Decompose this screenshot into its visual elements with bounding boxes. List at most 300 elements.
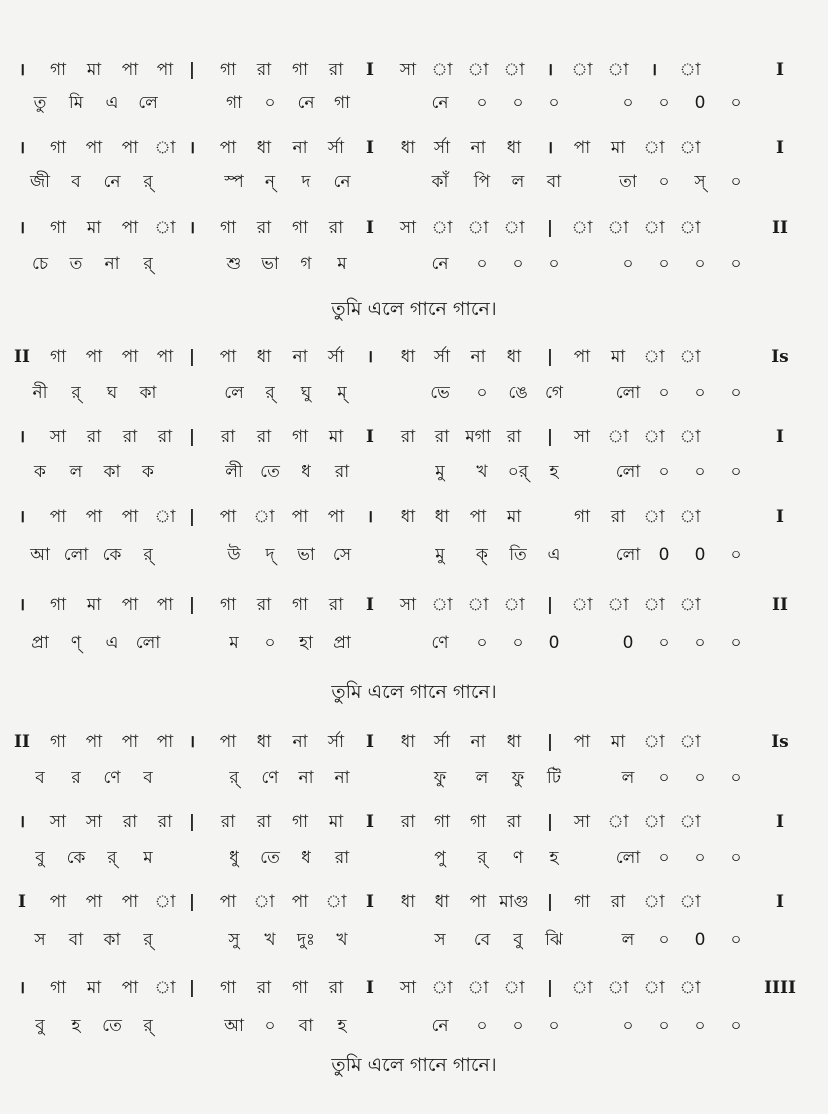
lyric-syllable: ঘু	[300, 383, 312, 403]
bar-line: I	[366, 60, 374, 80]
note: পা	[156, 595, 174, 615]
lyric-syllable: বু	[35, 1016, 45, 1036]
lyric-syllable: বে	[473, 930, 491, 950]
note: া	[607, 60, 629, 80]
lyric-syllable: এ	[547, 545, 561, 565]
notation-line	[0, 502, 828, 532]
note: র্সা	[433, 138, 451, 158]
lyric-syllable: ক	[142, 462, 154, 482]
note: া	[154, 507, 176, 527]
note: া	[643, 427, 665, 447]
note: মা	[86, 60, 102, 80]
lyric-syllable: ০	[730, 545, 742, 565]
lyric-syllable: ০	[622, 254, 634, 274]
bar-line: |	[188, 60, 196, 80]
note: া	[431, 595, 453, 615]
notation-line	[0, 55, 828, 85]
lyric-syllable: হ	[549, 462, 559, 482]
note: া	[643, 218, 665, 238]
lyric-syllable: ০	[264, 633, 276, 653]
note: রা	[328, 978, 344, 998]
note: মা	[610, 347, 626, 367]
note: া	[679, 978, 701, 998]
note: পা	[291, 507, 309, 527]
lyric-line	[0, 249, 828, 279]
lyric-syllable: ০	[730, 848, 742, 868]
note: া	[607, 978, 629, 998]
note: া	[643, 732, 665, 752]
bar-line: ।	[18, 595, 26, 615]
bar-line: |	[188, 892, 196, 912]
note: গা	[573, 507, 591, 527]
bar-line: I	[18, 892, 26, 912]
lyric-syllable: গা	[333, 93, 351, 113]
bar-line: |	[188, 812, 196, 832]
note: পা	[85, 507, 103, 527]
lyric-syllable: ন্	[264, 172, 276, 192]
lyric-syllable: ০	[730, 768, 742, 788]
note: পা	[121, 138, 139, 158]
note: পা	[573, 138, 591, 158]
note: া	[679, 507, 701, 527]
lyric-syllable: এ	[105, 633, 119, 653]
note: া	[571, 595, 593, 615]
bar-line: |	[546, 812, 554, 832]
lyric-syllable: ০	[622, 1016, 634, 1036]
lyric-syllable: 0	[622, 633, 634, 653]
note: ধা	[400, 347, 416, 367]
lyric-syllable: খ	[264, 930, 276, 950]
bar-line: |	[188, 978, 196, 998]
bar-line: Is	[771, 347, 789, 367]
lyric-syllable: কা	[103, 930, 121, 950]
lyric-syllable: ০	[694, 633, 706, 653]
bar-line: I	[366, 732, 374, 752]
lyric-syllable: খ	[476, 462, 488, 482]
bar-line: ।	[18, 60, 26, 80]
lyric-syllable: চে	[31, 254, 49, 274]
notation-line	[0, 342, 828, 372]
bar-line: I	[366, 812, 374, 832]
lyric-syllable: ০	[730, 462, 742, 482]
note: র্সা	[433, 732, 451, 752]
note: মা	[86, 595, 102, 615]
lyric-syllable: ধ	[301, 462, 311, 482]
note: া	[154, 892, 176, 912]
lyric-syllable: র্	[143, 1016, 153, 1036]
lyric-line	[0, 167, 828, 197]
lyric-syllable: ০	[264, 1016, 276, 1036]
lyric-syllable: ল	[621, 768, 635, 788]
lyric-syllable: ০	[730, 633, 742, 653]
lyric-syllable: ০	[476, 633, 488, 653]
lyric-syllable: ০	[658, 930, 670, 950]
lyric-syllable: বা	[298, 1016, 314, 1036]
bar-line: I	[366, 427, 374, 447]
lyric-syllable: ফু	[511, 768, 525, 788]
note: া	[607, 427, 629, 447]
note: ধা	[400, 138, 416, 158]
note: মগা	[465, 427, 491, 447]
note: পা	[49, 892, 67, 912]
lyric-syllable: ভে	[430, 383, 450, 403]
lyric-syllable: ণে	[103, 768, 121, 788]
note: র্সা	[327, 732, 345, 752]
note: রা	[434, 427, 450, 447]
note: পা	[121, 218, 139, 238]
lyric-syllable: তে	[102, 1016, 122, 1036]
lyric-syllable: হ	[549, 848, 559, 868]
lyric-syllable: 0	[548, 633, 560, 653]
lyric-syllable: নে	[431, 1016, 449, 1036]
lyric-syllable: ০	[658, 768, 670, 788]
lyric-syllable: নে	[297, 93, 315, 113]
note: রা	[157, 812, 173, 832]
note: রা	[122, 812, 138, 832]
note: গা	[291, 218, 309, 238]
note: রা	[610, 507, 626, 527]
lyric-syllable: স	[434, 930, 446, 950]
bar-line: I	[366, 218, 374, 238]
lyric-syllable: ০	[730, 383, 742, 403]
note: মা	[328, 427, 344, 447]
note: র্সা	[433, 347, 451, 367]
notation-line	[0, 213, 828, 243]
lyric-syllable: বা	[546, 172, 562, 192]
notation-line	[0, 807, 828, 837]
note: া	[154, 138, 176, 158]
bar-line: |	[188, 595, 196, 615]
lyric-syllable: এ	[105, 93, 119, 113]
note: া	[643, 347, 665, 367]
lyric-syllable: তু	[33, 93, 47, 113]
note: া	[571, 60, 593, 80]
lyric-syllable: ০	[730, 254, 742, 274]
bar-line: ।	[188, 138, 196, 158]
note: মা	[328, 812, 344, 832]
note: া	[503, 60, 525, 80]
lyric-syllable: তে	[260, 848, 280, 868]
lyric-syllable: স্	[694, 172, 706, 192]
note: গা	[469, 812, 487, 832]
lyric-syllable: ০	[694, 383, 706, 403]
note: রা	[256, 60, 272, 80]
lyric-syllable: রা	[334, 848, 350, 868]
bar-line: IIII	[764, 978, 796, 998]
lyric-syllable: তি	[509, 545, 527, 565]
lyric-syllable: প্রা	[31, 633, 49, 653]
note: ধা	[256, 138, 272, 158]
lyric-syllable: ভা	[297, 545, 315, 565]
lyric-syllable: র্	[143, 172, 153, 192]
lyric-syllable: ধ	[301, 848, 311, 868]
lyric-syllable: উ	[227, 545, 241, 565]
note: মাগু	[499, 892, 529, 912]
bar-line: |	[546, 892, 554, 912]
lyric-syllable: র্	[143, 254, 153, 274]
note: ধা	[506, 347, 522, 367]
note: া	[643, 892, 665, 912]
bar-line: I	[366, 595, 374, 615]
note: ধা	[434, 507, 450, 527]
bar-line: |	[546, 732, 554, 752]
lyric-syllable: ০	[622, 93, 634, 113]
lyric-syllable: লো	[615, 383, 641, 403]
note: া	[325, 892, 347, 912]
lyric-syllable: ০	[730, 930, 742, 950]
lyric-syllable: বু	[513, 930, 523, 950]
note: সা	[49, 427, 67, 447]
note: রা	[506, 812, 522, 832]
note: সা	[85, 812, 103, 832]
lyric-syllable: ণে	[431, 633, 449, 653]
lyric-syllable: ০	[730, 93, 742, 113]
lyric-syllable: ০	[548, 93, 560, 113]
lyric-syllable: ০	[548, 254, 560, 274]
note: া	[431, 978, 453, 998]
note: গা	[49, 595, 67, 615]
note: া	[679, 138, 701, 158]
note: ধা	[400, 892, 416, 912]
note: রা	[256, 427, 272, 447]
note: পা	[327, 507, 345, 527]
note: গা	[49, 347, 67, 367]
lyric-syllable: আ	[30, 545, 50, 565]
note: া	[679, 60, 701, 80]
lyric-syllable: ০	[512, 633, 524, 653]
lyric-line	[0, 1011, 828, 1041]
lyric-syllable: বু	[35, 848, 45, 868]
note: পা	[291, 892, 309, 912]
note: রা	[86, 427, 102, 447]
note: রা	[220, 427, 236, 447]
lyric-syllable: লো	[135, 633, 161, 653]
lyric-syllable: ণ্	[70, 633, 82, 653]
lyric-syllable: ণে	[261, 768, 279, 788]
note: পা	[121, 978, 139, 998]
lyric-syllable: ০	[658, 383, 670, 403]
bar-line: I	[776, 812, 784, 832]
lyric-syllable: ০	[476, 93, 488, 113]
note: া	[431, 218, 453, 238]
lyric-syllable: গে	[544, 383, 564, 403]
note: া	[154, 218, 176, 238]
lyric-syllable: ক্	[476, 545, 488, 565]
bar-line: II	[14, 732, 30, 752]
note: পা	[156, 60, 174, 80]
notation-line	[0, 590, 828, 620]
note: রা	[400, 812, 416, 832]
bar-line: I	[776, 507, 784, 527]
lyric-syllable: আ	[224, 1016, 244, 1036]
note: পা	[85, 138, 103, 158]
lyric-syllable: পু	[434, 848, 446, 868]
lyric-syllable: দ	[301, 172, 311, 192]
lyric-syllable: ব	[35, 768, 45, 788]
lyric-syllable: নে	[431, 254, 449, 274]
bar-line: ।	[18, 138, 26, 158]
note: পা	[121, 507, 139, 527]
lyric-line	[0, 88, 828, 118]
note: া	[643, 595, 665, 615]
lyric-syllable: ঘ	[106, 383, 118, 403]
lyric-syllable: ম	[143, 848, 153, 868]
lyric-syllable: 0	[694, 93, 706, 113]
bar-line: ।	[546, 138, 554, 158]
lyric-syllable: ০	[694, 768, 706, 788]
lyric-syllable: হা	[299, 633, 313, 653]
bar-line: |	[188, 347, 196, 367]
note: রা	[328, 218, 344, 238]
note: গা	[219, 60, 237, 80]
note: না	[470, 347, 486, 367]
lyric-syllable: দুঃ	[297, 930, 315, 950]
note: া	[643, 507, 665, 527]
note: মা	[86, 218, 102, 238]
note: ধা	[506, 138, 522, 158]
bar-line: ।	[18, 507, 26, 527]
lyric-syllable: নে	[333, 172, 351, 192]
note: গা	[49, 732, 67, 752]
lyric-syllable: না	[104, 254, 120, 274]
lyric-syllable: স্প	[224, 172, 244, 192]
note: রা	[256, 978, 272, 998]
lyric-syllable: না	[334, 768, 350, 788]
lyric-syllable: র্	[107, 848, 117, 868]
lyric-syllable: ০	[658, 172, 670, 192]
note: া	[643, 978, 665, 998]
notation-line	[0, 422, 828, 452]
note: সা	[399, 218, 417, 238]
note: া	[467, 595, 489, 615]
note: পা	[121, 60, 139, 80]
bar-line: |	[546, 595, 554, 615]
lyric-syllable: ০	[658, 254, 670, 274]
lyric-syllable: জী	[29, 172, 51, 192]
note: গা	[49, 978, 67, 998]
note: রা	[256, 595, 272, 615]
bar-line: |	[188, 507, 196, 527]
note: ধা	[506, 732, 522, 752]
note: ধা	[434, 892, 450, 912]
note: গা	[433, 812, 451, 832]
note: পা	[85, 892, 103, 912]
refrain-line: তুমি এলে গানে গানে।	[331, 681, 497, 703]
note: র্সা	[327, 347, 345, 367]
note: গা	[291, 812, 309, 832]
lyric-syllable: র	[71, 768, 81, 788]
lyric-syllable: রা	[334, 462, 350, 482]
note: া	[679, 347, 701, 367]
lyric-syllable: ০	[694, 254, 706, 274]
lyric-syllable: কা	[103, 462, 121, 482]
note: া	[679, 732, 701, 752]
lyric-syllable: ০	[694, 1016, 706, 1036]
note: ধা	[400, 732, 416, 752]
lyric-syllable: র্	[265, 383, 275, 403]
note: পা	[219, 347, 237, 367]
note: মা	[610, 732, 626, 752]
note: পা	[85, 732, 103, 752]
bar-line: |	[546, 218, 554, 238]
bar-line: ।	[18, 978, 26, 998]
note: গা	[219, 218, 237, 238]
lyric-syllable: র্	[71, 383, 81, 403]
lyric-syllable: ০	[658, 848, 670, 868]
note: মা	[86, 978, 102, 998]
lyric-syllable: দ্	[265, 545, 275, 565]
note: না	[292, 138, 308, 158]
bar-line: II	[772, 218, 788, 238]
note: পা	[121, 595, 139, 615]
note: া	[679, 812, 701, 832]
lyric-syllable: ঙে	[508, 383, 528, 403]
note: া	[643, 812, 665, 832]
note: রা	[400, 427, 416, 447]
note: না	[470, 138, 486, 158]
lyric-line	[0, 378, 828, 408]
note: সা	[573, 812, 591, 832]
note: া	[679, 595, 701, 615]
bar-line: I	[776, 892, 784, 912]
note: া	[467, 60, 489, 80]
lyric-syllable: ব	[143, 768, 153, 788]
lyric-syllable: ফু	[433, 768, 447, 788]
note: া	[467, 218, 489, 238]
note: পা	[219, 138, 237, 158]
lyric-syllable: পি	[473, 172, 491, 192]
lyric-syllable: 0	[694, 930, 706, 950]
lyric-syllable: লো	[615, 848, 641, 868]
lyric-syllable: টি	[546, 768, 562, 788]
lyric-line	[0, 763, 828, 793]
note: া	[571, 978, 593, 998]
note: রা	[256, 218, 272, 238]
lyric-syllable: র্	[477, 848, 487, 868]
note: গা	[219, 978, 237, 998]
note: গা	[291, 595, 309, 615]
note: গা	[573, 892, 591, 912]
lyric-syllable: নী	[32, 383, 48, 403]
note: গা	[49, 218, 67, 238]
bar-line: ।	[188, 732, 196, 752]
lyric-syllable: ধু	[229, 848, 239, 868]
notation-line	[0, 133, 828, 163]
note: গা	[219, 595, 237, 615]
note: না	[292, 732, 308, 752]
note: রা	[122, 427, 138, 447]
lyric-syllable: ল	[69, 462, 83, 482]
note: া	[467, 978, 489, 998]
lyric-syllable: ০	[658, 633, 670, 653]
lyric-line	[0, 925, 828, 955]
lyric-syllable: ম	[337, 254, 347, 274]
bar-line: |	[546, 978, 554, 998]
lyric-syllable: ০	[476, 254, 488, 274]
note: া	[607, 218, 629, 238]
note: া	[679, 218, 701, 238]
note: পা	[469, 892, 487, 912]
bar-line: ।	[546, 60, 554, 80]
lyric-syllable: ভা	[261, 254, 279, 274]
lyric-syllable: লী	[225, 462, 243, 482]
note: গা	[49, 60, 67, 80]
note: না	[470, 732, 486, 752]
note: গা	[291, 978, 309, 998]
lyric-syllable: ০	[694, 462, 706, 482]
lyric-syllable: র্	[229, 768, 239, 788]
lyric-syllable: হ	[71, 1016, 81, 1036]
